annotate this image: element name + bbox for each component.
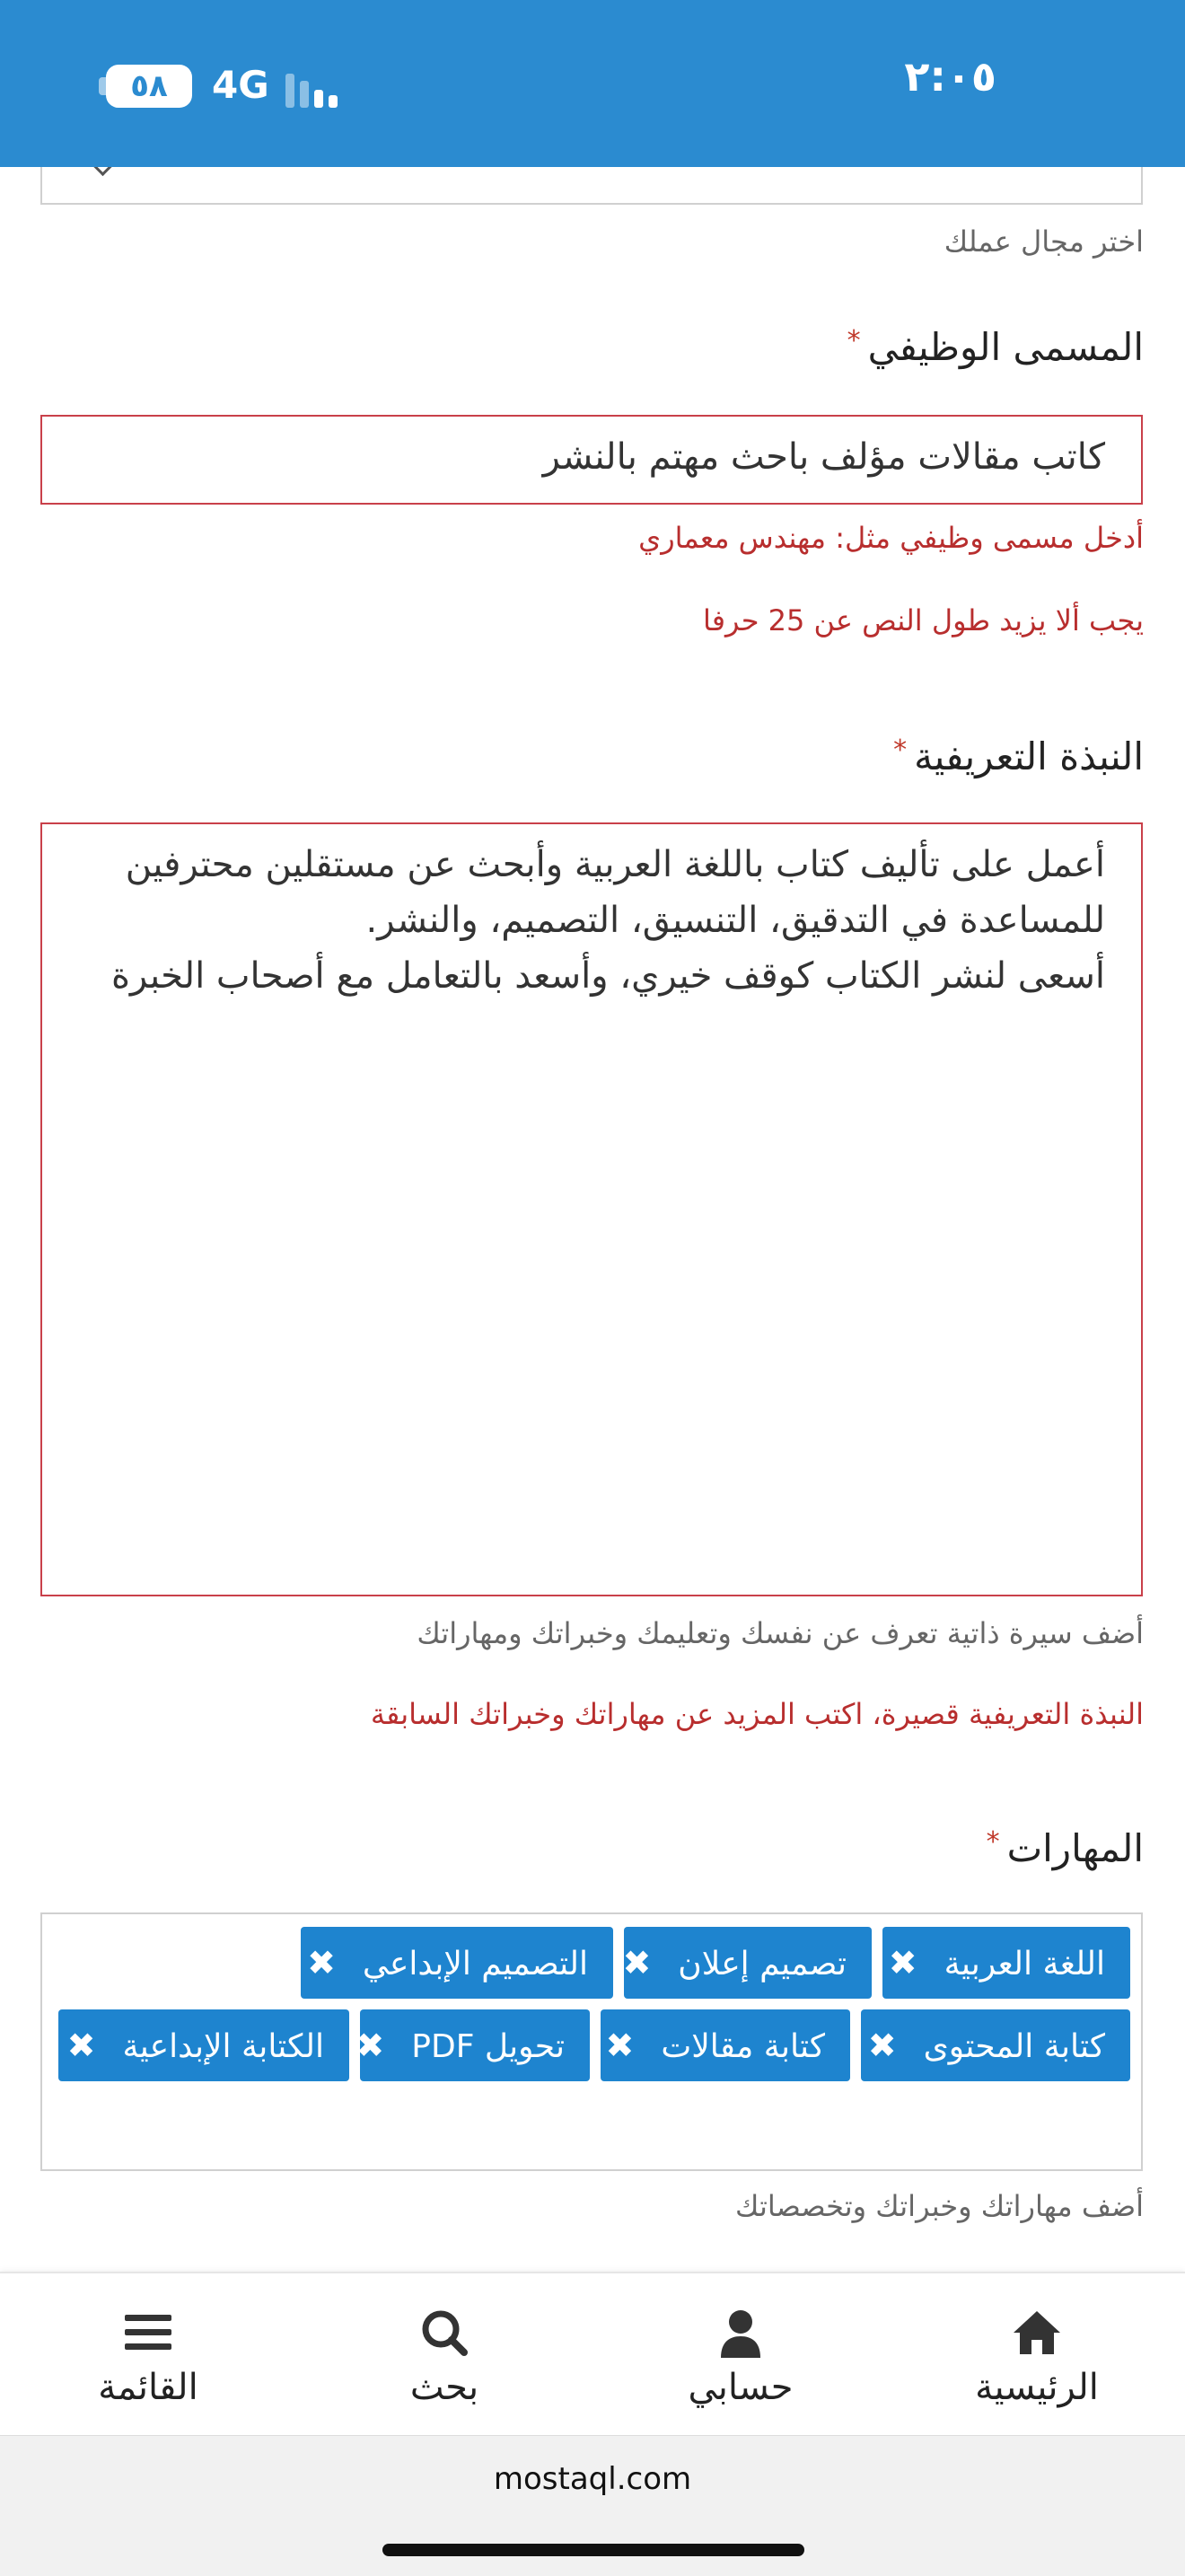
nav-home[interactable] — [952, 2273, 1122, 2437]
nav-account-label: حسابي — [688, 2367, 794, 2408]
remove-skill-icon[interactable]: ✖ — [867, 2026, 897, 2065]
required-mark: * — [893, 734, 908, 766]
job-title-input[interactable] — [40, 415, 1143, 505]
user-icon — [714, 2308, 768, 2358]
skill-chip: الكتابة الإبداعية✖ — [58, 2009, 349, 2081]
required-mark: * — [986, 1826, 1000, 1858]
bio-error: النبذة التعريفية قصيرة، اكتب المزيد عن مهاراتك وخبراتك السابقة — [370, 1697, 1144, 1731]
remove-skill-icon[interactable]: ✖ — [307, 1943, 336, 1983]
status-time: ٢:٠٥ — [904, 52, 996, 101]
nav-menu-label: القائمة — [98, 2367, 198, 2408]
remove-skill-icon[interactable]: ✖ — [356, 2026, 385, 2065]
nav-menu[interactable] — [63, 2273, 233, 2437]
nav-search-label: بحث — [409, 2367, 479, 2408]
nav-search[interactable] — [359, 2273, 530, 2437]
skill-chip: كتابة مقالات✖ — [601, 2009, 850, 2081]
nav-account[interactable] — [655, 2273, 826, 2437]
bio-label: النبذة التعريفية* — [893, 734, 1144, 778]
battery-icon: ٥٨ — [106, 65, 192, 108]
bio-help: أضف سيرة ذاتية تعرف عن نفسك وتعليمك وخبراتك ومهاراتك — [417, 1616, 1144, 1650]
job-title-help: أدخل مسمى وظيفي مثل: مهندس معماري — [638, 521, 1144, 555]
home-icon — [1010, 2308, 1064, 2358]
skill-chip: اللغة العربية✖ — [882, 1927, 1130, 1999]
job-title-label: المسمى الوظيفي* — [847, 325, 1144, 369]
remove-skill-icon[interactable]: ✖ — [888, 1943, 917, 1983]
home-indicator[interactable] — [382, 2544, 804, 2556]
bio-textarea[interactable] — [40, 822, 1143, 1596]
menu-icon — [121, 2308, 175, 2358]
skill-chip: كتابة المحتوى✖ — [861, 2009, 1130, 2081]
work-field-help: اختر مجال عملك — [944, 224, 1144, 259]
signal-icon — [285, 66, 348, 108]
skills-help: أضف مهاراتك وخبراتك وتخصصاتك — [734, 2189, 1144, 2223]
battery-tip — [99, 77, 106, 95]
remove-skill-icon[interactable]: ✖ — [605, 2026, 635, 2065]
nav-home-label: الرئيسية — [975, 2367, 1099, 2408]
url-text: mostaql.com — [493, 2461, 692, 2497]
skills-label: المهارات* — [986, 1826, 1144, 1870]
required-mark: * — [847, 325, 861, 356]
skill-chip: التصميم الإبداعي✖ — [301, 1927, 613, 1999]
status-bar — [0, 0, 1185, 167]
remove-skill-icon[interactable]: ✖ — [66, 2026, 96, 2065]
job-title-value: كاتب مقالات مؤلف باحث مهتم بالنشر — [542, 436, 1105, 478]
skill-chip: تحويل PDF✖ — [360, 2009, 590, 2081]
search-icon — [417, 2308, 471, 2358]
bio-value: أعمل على تأليف كتاب باللغة العربية وأبحث عن مستقلين محترفين للمساعدة في التدقيق، التنسيق، التصميم، والنشر. أسعى لنشر الكتاب كوقف خيري، وأسعد بالتعامل مع أصحاب الخبرة — [110, 844, 1105, 997]
skill-chip: تصميم إعلان✖ — [624, 1927, 872, 1999]
job-title-error: يجب ألا يزيد طول النص عن 25 حرفا — [703, 603, 1144, 637]
remove-skill-icon[interactable]: ✖ — [622, 1943, 652, 1983]
network-type: 4G — [212, 63, 269, 107]
bottom-nav — [0, 2272, 1185, 2437]
skills-input[interactable] — [40, 1912, 1143, 2171]
browser-url-bar[interactable] — [0, 2435, 1185, 2576]
